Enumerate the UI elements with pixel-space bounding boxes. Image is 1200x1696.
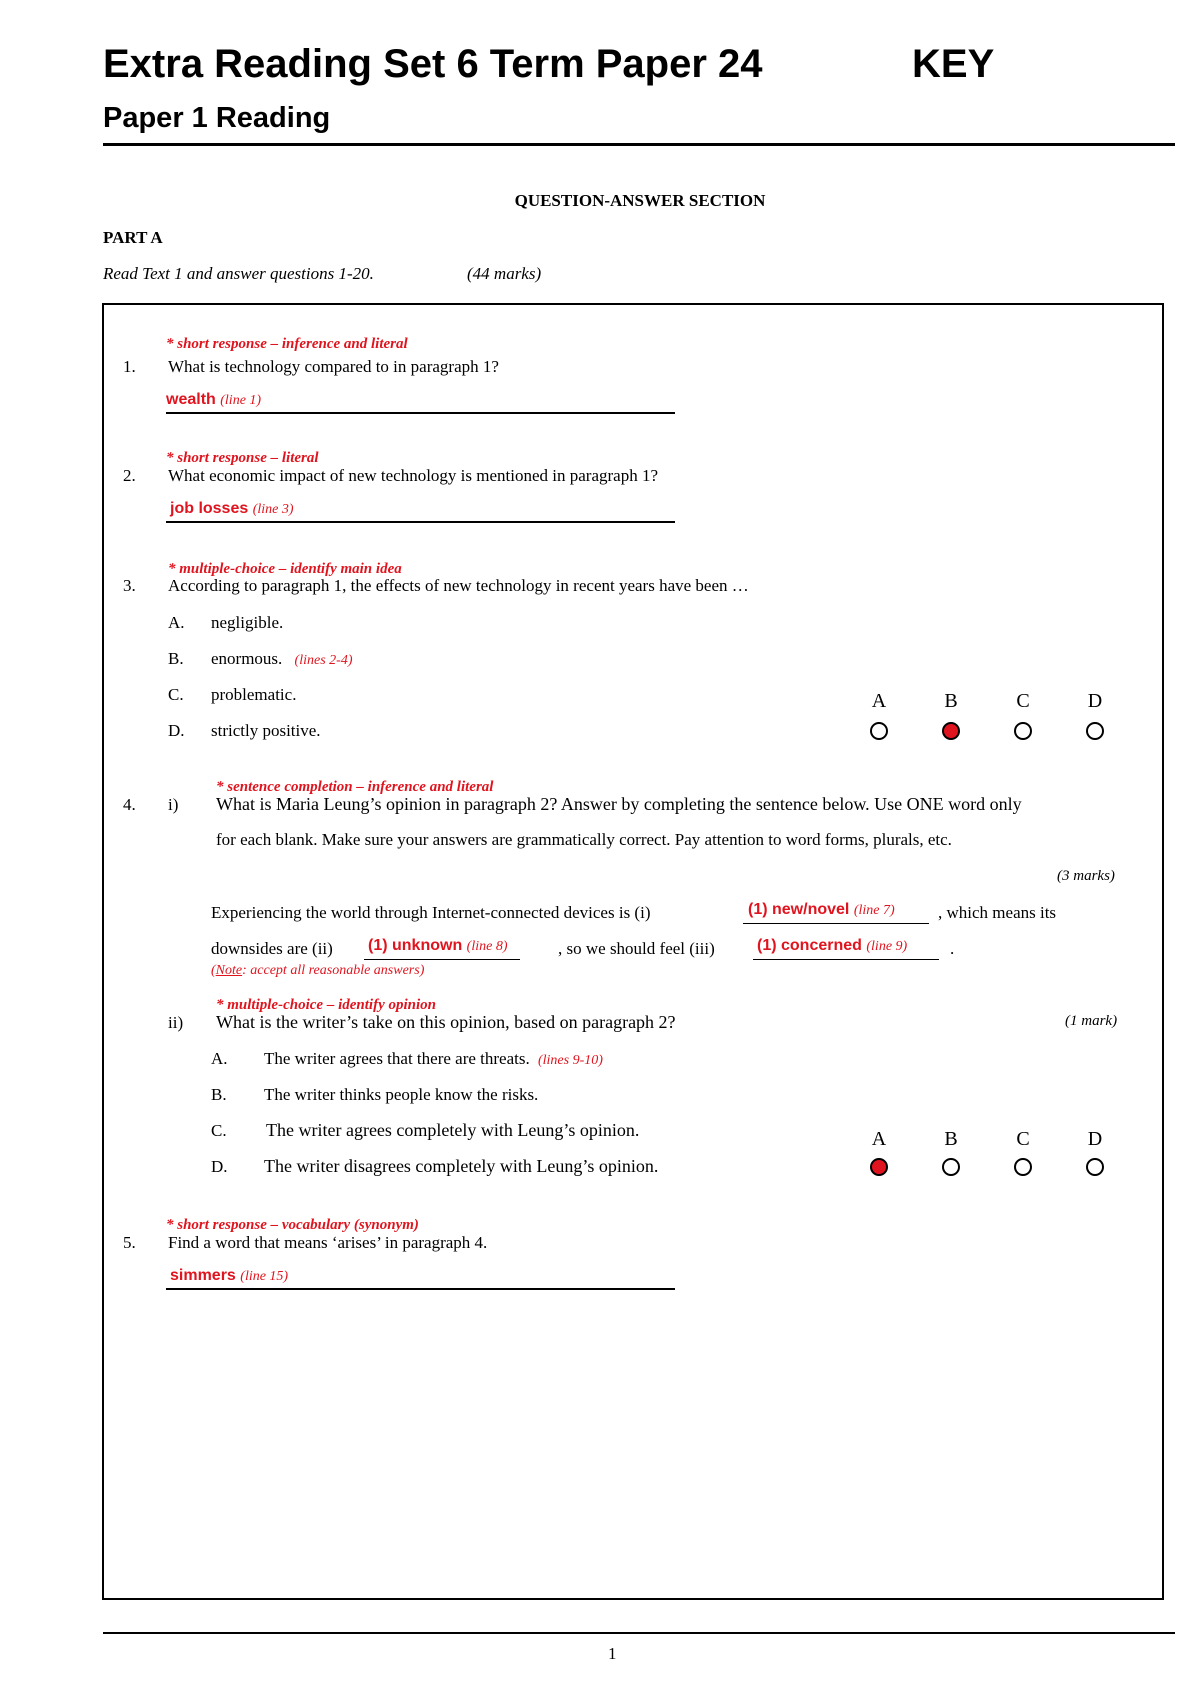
q3-option-b: B. — [168, 649, 184, 668]
q4-blank3-text: (1) concerned — [757, 937, 862, 954]
q3-bubble-label-d: D — [1087, 690, 1103, 712]
q4-option-b: B. — [211, 1085, 227, 1104]
q3-option-d-text: strictly positive. — [211, 721, 321, 740]
q3-bubble-a[interactable] — [870, 722, 888, 740]
q4-bubble-label-a: A — [871, 1128, 887, 1150]
q4-blank3-ref: (line 9) — [866, 939, 908, 954]
q3-option-a-letter: A. — [168, 613, 185, 632]
page-number: 1 — [608, 1644, 617, 1663]
q4-blank2-ref: (line 8) — [466, 939, 508, 954]
section-heading: QUESTION-ANSWER SECTION — [514, 191, 766, 210]
q4-blank1-answer — [748, 901, 895, 919]
q4-bubble-d[interactable] — [1086, 1158, 1104, 1176]
q3-type-tag: * multiple-choice – identify main idea — [168, 561, 402, 577]
q4-bubble-label-b: B — [944, 1128, 958, 1150]
q5-answer-text: simmers — [170, 1267, 236, 1284]
q4-option-d-text: The writer disagrees completely with Leung’s opinion. — [264, 1156, 659, 1176]
q4-option-a-text — [264, 1049, 603, 1069]
header-rule — [103, 143, 1175, 146]
q4-ii-marks: (1 mark) — [1065, 1013, 1118, 1029]
q4-i-marks: (3 marks) — [1057, 868, 1115, 884]
q3-bubble-d[interactable] — [1086, 722, 1104, 740]
q4-note — [211, 963, 424, 979]
q4-ii-type-tag: * multiple-choice – identify opinion — [216, 997, 436, 1013]
q5-question: Find a word that means ‘arises’ in paragraph 4. — [168, 1233, 488, 1252]
q1-answer — [166, 391, 261, 409]
q4-ii-label: ii) — [168, 1013, 184, 1032]
q4-sentence-end: . — [950, 939, 955, 958]
q2-answer-text: job losses — [170, 500, 249, 517]
q4-bubble-label-d: D — [1087, 1128, 1103, 1150]
q4-blank2-text: (1) unknown — [368, 937, 463, 954]
page-title — [103, 42, 763, 87]
q3-number: 3. — [123, 576, 136, 595]
q5-line-ref: (line 15) — [240, 1269, 289, 1284]
q3-option-a — [168, 613, 185, 633]
q4-blank2-line — [364, 959, 520, 960]
q4-option-b-text: The writer thinks people know the risks. — [264, 1085, 539, 1104]
q4-blank2-answer — [368, 937, 508, 955]
q4-option-a: A. — [211, 1049, 228, 1068]
q3-bubble-b[interactable] — [942, 722, 960, 740]
q1-answer-text: wealth — [166, 391, 216, 408]
title-text: Extra Reading Set 6 Term Paper 24 — [103, 42, 763, 86]
q4-i-question-line1: What is Maria Leung’s opinion in paragraph 2? Answer by completing the sentence below. Use ONE word only — [216, 794, 1022, 814]
q4-option-a-ref: (lines 9-10) — [537, 1053, 603, 1068]
q4-blank1-text: (1) new/novel — [748, 901, 850, 918]
q2-answer — [170, 500, 294, 518]
q4-bubble-label-c: C — [1016, 1128, 1030, 1150]
q3-option-c: C. — [168, 685, 184, 704]
q4-bubble-c[interactable] — [1014, 1158, 1032, 1176]
q2-answer-line — [166, 521, 675, 523]
q4-i-type-tag: * sentence completion – inference and literal — [216, 779, 494, 795]
q4-bubble-b[interactable] — [942, 1158, 960, 1176]
q5-answer — [170, 1267, 288, 1285]
q5-type-tag: * short response – vocabulary (synonym) — [166, 1217, 419, 1233]
q3-question: According to paragraph 1, the effects of new technology in recent years have been … — [168, 576, 749, 595]
q4-i-question-line2: for each blank. Make sure your answers are grammatically correct. Pay attention to word forms, plurals, etc. — [216, 830, 952, 849]
q5-answer-line — [166, 1288, 675, 1290]
page-subtitle: Paper 1 Reading — [103, 102, 331, 134]
footer-rule — [103, 1632, 1175, 1634]
q2-line-ref: (line 3) — [252, 502, 294, 517]
q3-option-b-text — [211, 649, 352, 669]
q4-blank1-line — [743, 923, 929, 924]
q4-option-a-label: The writer agrees that there are threats. — [264, 1049, 530, 1068]
q3-option-a-text: negligible. — [211, 613, 284, 632]
q4-option-d: D. — [211, 1157, 228, 1176]
q4-option-c: C. — [211, 1121, 227, 1140]
q3-option-b-ref: (lines 2-4) — [294, 653, 353, 668]
q3-bubble-c[interactable] — [1014, 722, 1032, 740]
part-label: PART A — [103, 228, 163, 247]
q4-sentence-mid2: , so we should feel (iii) — [558, 939, 715, 958]
q1-answer-line — [166, 412, 675, 414]
q4-option-c-text: The writer agrees completely with Leung’s opinion. — [266, 1120, 640, 1140]
q4-sentence-line2-start: downsides are (ii) — [211, 939, 333, 958]
q4-note-text: : accept all reasonable answers) — [242, 963, 425, 978]
q4-sentence-start: Experiencing the world through Internet-connected devices is (i) — [211, 903, 651, 922]
q2-number: 2. — [123, 466, 136, 485]
q4-blank3-answer — [757, 937, 907, 955]
q4-ii-question: What is the writer’s take on this opinion, based on paragraph 2? — [216, 1012, 676, 1032]
instruction-text: Read Text 1 and answer questions 1-20. — [103, 264, 374, 283]
q1-number: 1. — [123, 357, 136, 376]
q3-option-d: D. — [168, 721, 185, 740]
q2-question: What economic impact of new technology is mentioned in paragraph 1? — [168, 466, 659, 485]
q4-i-label: i) — [168, 795, 179, 814]
q3-bubble-label-a: A — [871, 690, 887, 712]
q4-blank3-line — [753, 959, 939, 960]
q3-option-b-label: enormous. — [211, 649, 283, 668]
q2-type-tag: * short response – literal — [166, 450, 319, 466]
q1-question: What is technology compared to in paragraph 1? — [168, 357, 499, 376]
q4-note-prefix: ( — [211, 963, 216, 978]
q1-line-ref: (line 1) — [220, 393, 262, 408]
q4-blank1-ref: (line 7) — [853, 903, 895, 918]
q4-bubble-a[interactable] — [870, 1158, 888, 1176]
q4-number: 4. — [123, 795, 136, 814]
q3-bubble-label-b: B — [944, 690, 958, 712]
total-marks: (44 marks) — [467, 264, 542, 283]
q1-type-tag: * short response – inference and literal — [166, 336, 408, 352]
q3-bubble-label-c: C — [1016, 690, 1030, 712]
q4-note-label: Note — [215, 963, 243, 978]
q4-sentence-mid1: , which means its — [938, 903, 1057, 922]
q3-option-c-text: problematic. — [211, 685, 297, 704]
q5-number: 5. — [123, 1233, 136, 1252]
key-label: KEY — [912, 42, 995, 86]
